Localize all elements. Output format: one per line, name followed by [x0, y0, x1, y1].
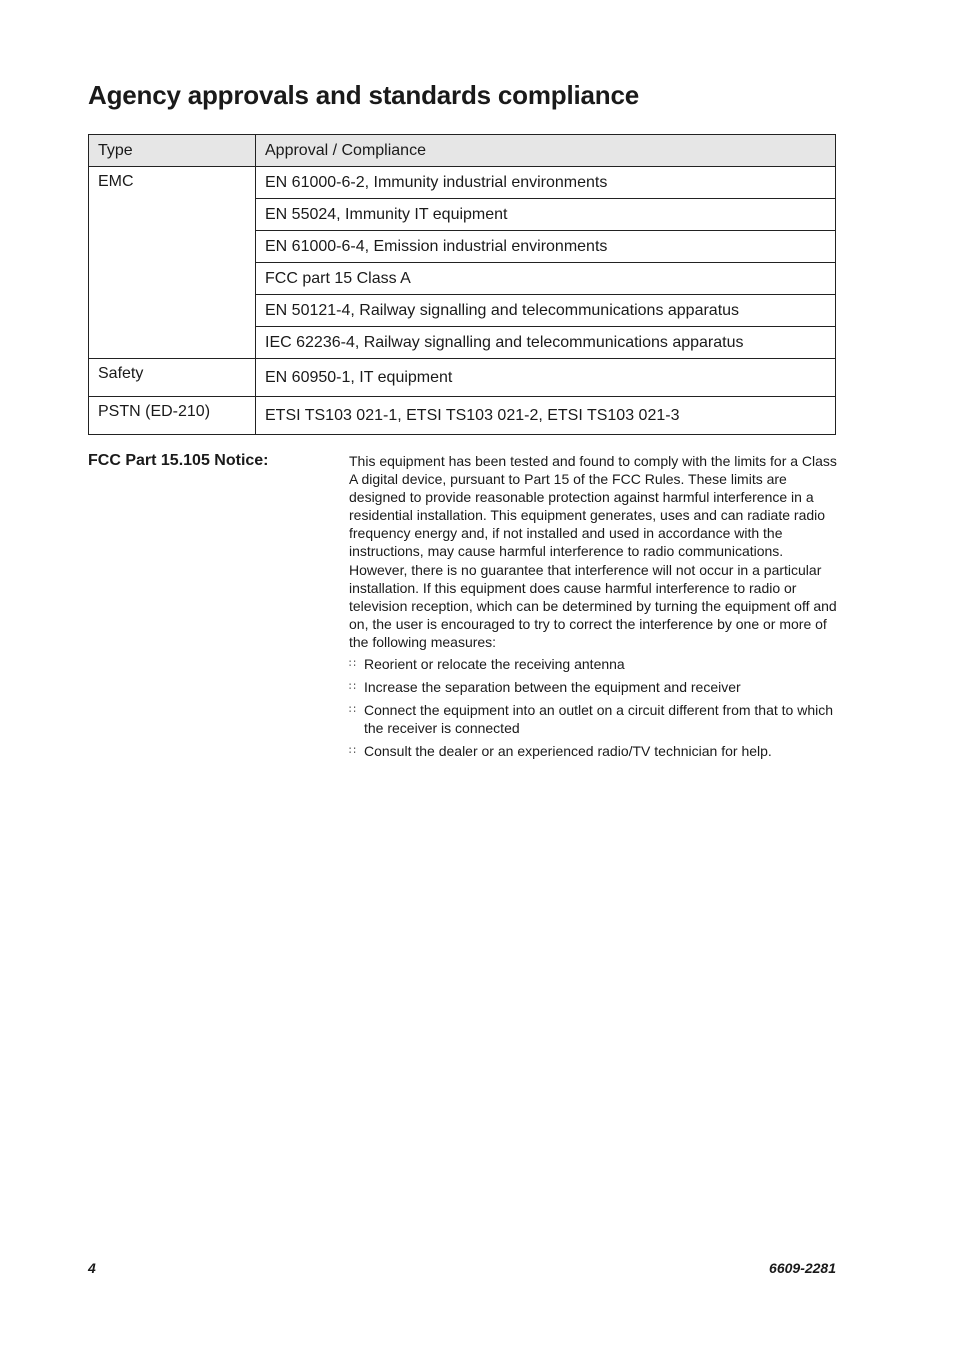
type-cell-pstn: PSTN (ED-210) — [89, 397, 256, 435]
measure-text: Reorient or relocate the receiving antenna — [364, 656, 625, 673]
list-item — [349, 742, 838, 760]
approvals-table — [88, 134, 836, 435]
approval-cell: EN 60950-1, IT equipment — [256, 359, 836, 397]
fcc-notice-label: FCC Part 15.105 Notice: — [88, 452, 269, 469]
header-type: Type — [89, 135, 256, 167]
table-row — [89, 359, 836, 397]
approval-cell: EN 61000-6-2, Immunity industrial environments — [256, 167, 836, 199]
measure-text: Increase the separation between the equipment and receiver — [364, 679, 741, 696]
approval-cell: ETSI TS103 021-1, ETSI TS103 021-2, ETSI TS103 021-3 — [256, 397, 836, 435]
type-cell-safety: Safety — [89, 359, 256, 397]
page-number: 4 — [88, 1260, 96, 1276]
type-cell-emc: EMC — [89, 167, 256, 359]
approval-cell: IEC 62236-4, Railway signalling and telecommunications apparatus — [256, 327, 836, 359]
list-item — [349, 701, 838, 737]
table-row — [89, 167, 836, 199]
fcc-notice-body — [349, 452, 838, 766]
measures-list — [349, 655, 838, 760]
header-approval: Approval / Compliance — [256, 135, 836, 167]
page-title: Agency approvals and standards compliance — [88, 80, 639, 110]
dotted-square-bullet-icon: ∷ — [349, 703, 356, 717]
fcc-notice-text: This equipment has been tested and found to comply with the limits for a Class A digital device, pursuant to Part 15 of the FCC Rules. These limits are designed to provide reasonable protection against harmful interference in a residential installation. This equipment generates, uses and can radiate radio frequency energy and, if not installed and used in accordance with the instructions, may cause harmful interference to radio communications. However, there is no guarantee that interference will not occur in a particular installation. If this equipment does cause harmful interference to radio or television reception, which can be determined by turning the equipment off and on, the user is encouraged to try to correct the interference by one or more of the following measures: — [349, 453, 837, 650]
approval-cell: EN 50121-4, Railway signalling and telecommunications apparatus — [256, 295, 836, 327]
dotted-square-bullet-icon: ∷ — [349, 657, 356, 671]
document-number: 6609-2281 — [769, 1260, 836, 1276]
dotted-square-bullet-icon: ∷ — [349, 744, 356, 758]
measure-text: Connect the equipment into an outlet on a circuit different from that to which the receiver is connected — [364, 702, 834, 737]
list-item — [349, 678, 838, 696]
approval-cell: EN 61000-6-4, Emission industrial environments — [256, 231, 836, 263]
approval-cell: EN 55024, Immunity IT equipment — [256, 199, 836, 231]
list-item — [349, 655, 838, 673]
table-row — [89, 397, 836, 435]
measure-text: Consult the dealer or an experienced radio/TV technician for help. — [364, 743, 772, 760]
dotted-square-bullet-icon: ∷ — [349, 680, 356, 694]
approval-cell: FCC part 15 Class A — [256, 263, 836, 295]
table-header-row — [89, 135, 836, 167]
